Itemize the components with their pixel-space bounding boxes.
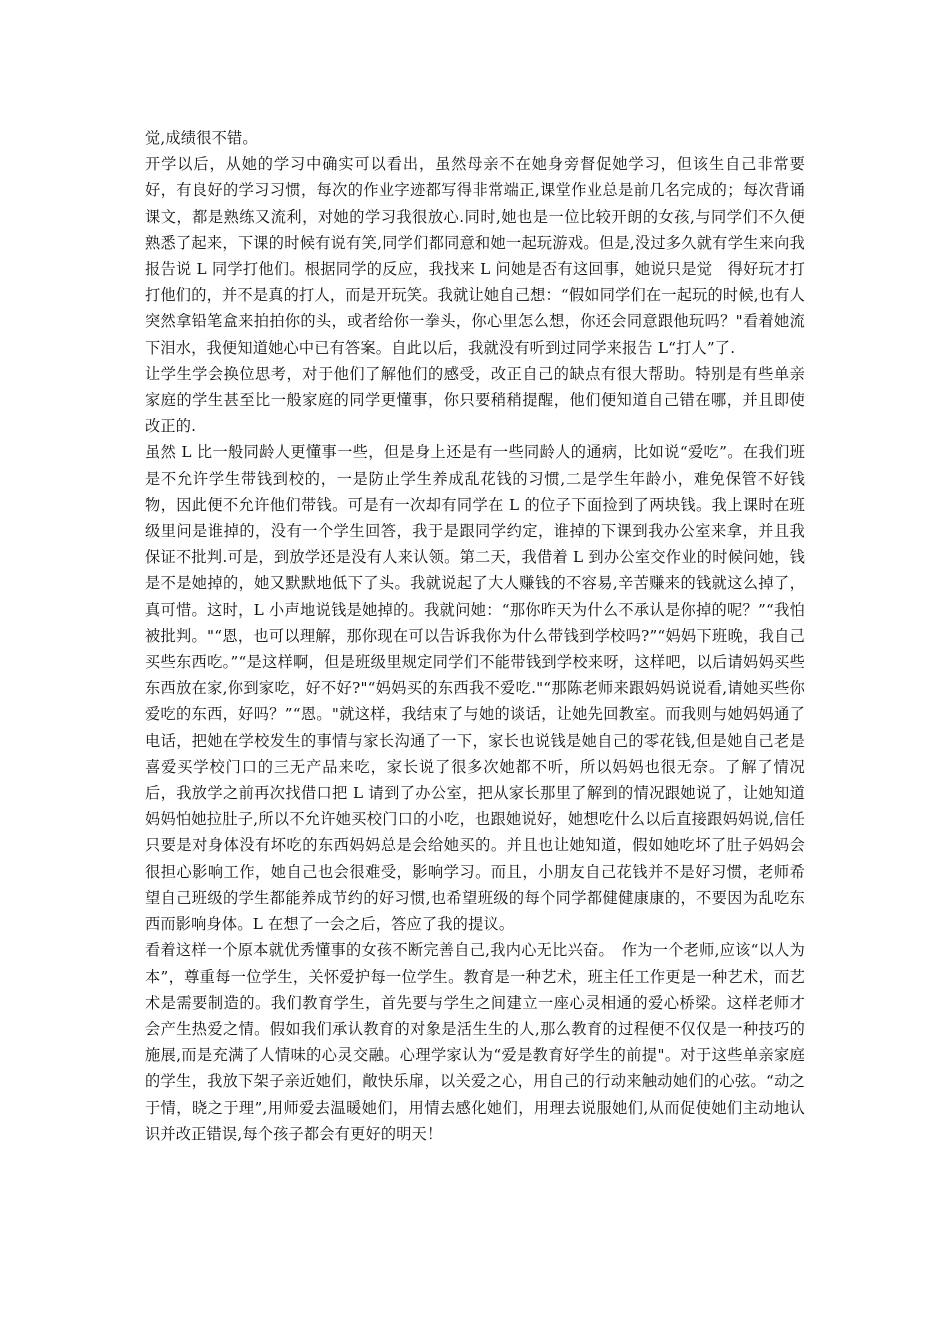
paragraph-classroom-behavior: 开学以后，从她的学习中确实可以看出，虽然母亲不在她身旁督促她学习，但该生自己非常要好，有良好的学习习惯，每次的作业字迹都写得非常端正,课堂作业总是前几名完成的；每次背诵课文，都是熟练又流利，对她的学习我很放心.同时,她也是一位比较开朗的女孩,与同学们不久便熟悉了起来，下课的时候有说有笑,同学们都同意和她一起玩游戏。但是,没过多久就有学生来向我报告说 L 同学打他们。根据同学的反应，我找来 L 问她是否有这回事，她说只是觉 得好玩才打打他们的，并不是真的打人，而是开玩笑。我就让她自己想：“假如同学们在一起玩的时候,也有人突然拿铅笔盒来拍拍你的头，或者给你一拳头，你心里怎么想，你还会同意跟他玩吗？"看着她流下泪水，我便知道她心中已有答案。自此以后，我就没有听到过同学来报告 L“打人”了.	[145, 155, 805, 357]
paragraph-money-incident: 虽然 L 比一般同龄人更懂事一些，但是身上还是有一些同龄人的通病，比如说“爱吃”。在我们班是不允许学生带钱到校的，一是防止学生养成乱花钱的习惯,二是学生年龄小，难免保管不好钱物，因此便不允许他们带钱。可是有一次却有同学在 L 的位子下面捡到了两块钱。我上课时在班级里问是谁掉的，没有一个学生回答，我于是跟同学约定，谁掉的下课到我办公室来拿，并且我保证不批判.可是，到放学还是没有人来认领。第二天，我借着 L 到办公室交作业的时候问她，钱是不是她掉的，她又默默地低下了头。我就说起了大人赚钱的不容易,辛苦赚来的钱就这么掉了，真可惜。这时，L 小声地说钱是她掉的。我就问她：“那你昨天为什么不承认是你掉的呢？”“我怕被批判。"“恩，也可以理解，那你现在可以告诉我你为什么带钱到学校吗?”“妈妈下班晚，我自己买些东西吃。”“是这样啊，但是班级里规定同学们不能带钱到学校来呀，这样吧，以后请妈妈买些东西放在家,你到家吃，好不好?"“妈妈买的东西我不爱吃."“那陈老师来跟妈妈说说看,请她买些你爱吃的东西，好吗？”“恩。"就这样，我结束了与她的谈话，让她先回教室。而我则与她妈妈通了电话，把她在学校发生的事情与家长沟通了一下，家长也说钱是她自己的零花钱,但是她自己老是喜爱买学校门口的三无产品来吃，家长说了很多次她都不听，所以妈妈也很无奈。了解了情况后，我放学之前再次找借口把 L 请到了办公室，把从家长那里了解到的情况跟她说了，让她知道妈妈怕她拉肚子,所以不允许她买校门口的小吃，也跟她说好，她想吃什么以后直接跟妈妈说,信任只要是对身体没有坏吃的东西妈妈总是会给她买的。并且也让她知道，假如她吃坏了肚子妈妈会很担心影响工作，她自己也会很难受，影响学习。而且，小朋友自己花钱并不是好习惯，老师希望自己班级的学生都能养成节约的好习惯,也希望班级的每个同学都健健康康的，不要因为乱吃东西而影响身体。L 在想了一会之后，答应了我的提议。	[145, 443, 805, 934]
paragraph-conclusion: 看着这样一个原本就优秀懂事的女孩不断完善自己,我内心无比兴奋。 作为一个老师,应该“以人为本”，尊重每一位学生，关怀爱护每一位学生。教育是一种艺术，班主任工作更是一种艺术，而艺术是需要制造的。我们教育学生，首先要与学生之间建立一座心灵相通的爱心桥梁。这样老师才会产生热爱之情。假如我们承认教育的对象是活生生的人,那么教育的过程便不仅仅是一种技巧的施展,而是充满了人情味的心灵交融。心理学家认为“爱是教育好学生的前提"。对于这些单亲家庭的学生，我放下架子亲近她们，敞快乐扉，以关爱之心，用自己的行动来触动她们的心弦。“动之于情，晓之于理”,用师爱去温暖她们，用情去感化她们，用理去说服她们,从而促使她们主动地认识并改正错误,每个孩子都会有更好的明天！	[145, 941, 805, 1143]
paragraph-continuation: 觉,成绩很不错。	[145, 129, 258, 147]
paragraph-perspective-taking: 让学生学会换位思考，对于他们了解他们的感受，改正自己的缺点有很大帮助。特别是有些单亲家庭的学生甚至比一般家庭的同学更懂事，你只要稍稍提醒，他们便知道自己错在哪，并且即使改正的.	[145, 364, 805, 436]
document-body	[145, 125, 805, 1147]
